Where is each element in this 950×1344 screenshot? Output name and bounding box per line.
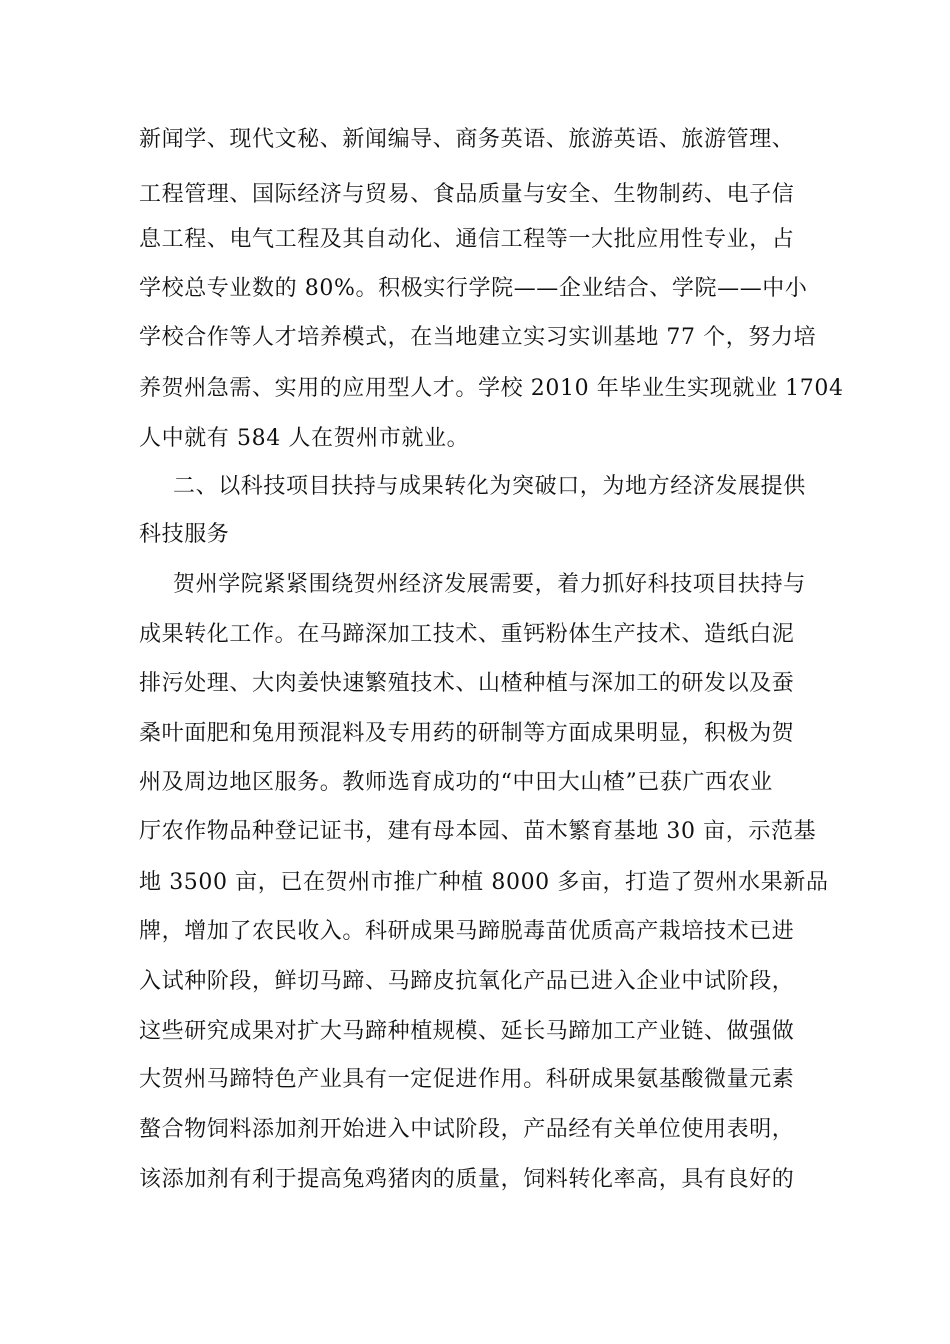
text-line: 桑叶面肥和兔用预混料及专用药的研制等方面成果明显，积极为贺 xyxy=(139,721,795,746)
text-line: 螯合物饲料添加剂开始进入中试阶段，产品经有关单位使用表明， xyxy=(139,1117,795,1142)
section-heading-line: 二、以科技项目扶持与成果转化为突破口，为地方经济发展提供 xyxy=(173,474,806,499)
text-line: 学校总专业数的 80%。积极实行学院——企业结合、学院——中小 xyxy=(139,276,808,301)
text-line: 息工程、电气工程及其自动化、通信工程等一大批应用性专业，占 xyxy=(139,227,795,252)
text-line: 这些研究成果对扩大马蹄种植规模、延长马蹄加工产业链、做强做 xyxy=(139,1019,795,1044)
text-line: 新闻学、现代文秘、新闻编导、商务英语、旅游英语、旅游管理、 xyxy=(139,127,795,152)
text-line: 学校合作等人才培养模式，在当地建立实习实训基地 77 个，努力培 xyxy=(139,325,817,350)
text-line: 该添加剂有利于提高兔鸡猪肉的质量，饲料转化率高，具有良好的 xyxy=(139,1167,795,1192)
text-line: 人中就有 584 人在贺州市就业。 xyxy=(139,426,470,451)
text-line: 养贺州急需、实用的应用型人才。学校 2010 年毕业生实现就业 1704 xyxy=(139,376,844,401)
text-line: 厅农作物品种登记证书，建有母本园、苗木繁育基地 30 亩，示范基 xyxy=(139,819,817,844)
text-line: 州及周边地区服务。教师选育成功的“中田大山楂”已获广西农业 xyxy=(139,770,773,795)
text-line: 入试种阶段，鲜切马蹄、马蹄皮抗氧化产品已进入企业中试阶段， xyxy=(139,969,795,994)
text-line: 成果转化工作。在马蹄深加工技术、重钙粉体生产技术、造纸白泥 xyxy=(139,622,795,647)
text-line: 工程管理、国际经济与贸易、食品质量与安全、生物制药、电子信 xyxy=(139,182,795,207)
section-heading-line: 科技服务 xyxy=(139,522,230,547)
text-line: 大贺州马蹄特色产业具有一定促进作用。科研成果氨基酸微量元素 xyxy=(139,1067,795,1092)
text-line: 牌，增加了农民收入。科研成果马蹄脱毒苗优质高产栽培技术已进 xyxy=(139,919,795,944)
paragraph-first-line: 贺州学院紧紧围绕贺州经济发展需要，着力抓好科技项目扶持与 xyxy=(173,572,806,597)
text-line: 排污处理、大肉姜快速繁殖技术、山楂种植与深加工的研发以及蚕 xyxy=(139,671,795,696)
text-line: 地 3500 亩，已在贺州市推广种植 8000 多亩，打造了贺州水果新品 xyxy=(139,870,829,895)
